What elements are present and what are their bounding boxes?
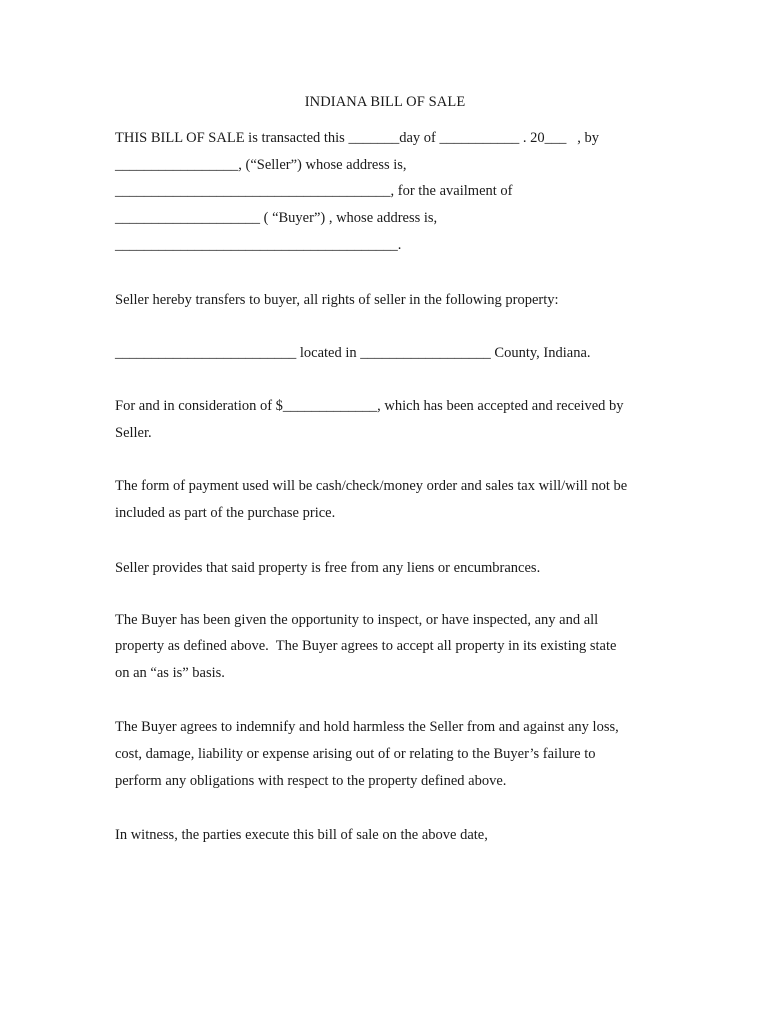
opening-line-4: ____________________ ( “Buyer”) , whose address is, — [115, 210, 438, 226]
indemnify-line-3: perform any obligations with respect to the property defined above. — [115, 773, 507, 789]
witness-clause: In witness, the parties execute this bill of sale on the above date, — [115, 827, 488, 843]
inspection-line-1: The Buyer has been given the opportunity to inspect, or have inspected, any and all — [115, 612, 599, 628]
transfer-clause: Seller hereby transfers to buyer, all rights of seller in the following property: — [115, 292, 559, 308]
consideration-line-1: For and in consideration of $_____________, which has been accepted and received by — [115, 398, 624, 414]
inspection-line-3: on an “as is” basis. — [115, 665, 225, 681]
indemnify-line-2: cost, damage, liability or expense arising out of or relating to the Buyer’s failure to — [115, 746, 596, 762]
opening-line-5: _______________________________________. — [115, 237, 402, 253]
document-title: INDIANA BILL OF SALE — [304, 94, 466, 110]
payment-line-2: included as part of the purchase price. — [115, 505, 336, 521]
indemnify-line-1: The Buyer agrees to indemnify and hold harmless the Seller from and against any loss, — [115, 719, 619, 735]
opening-line-1: THIS BILL OF SALE is transacted this _______day of ___________ . 20___ , by — [115, 130, 599, 146]
property-line: _________________________ located in __________________ County, Indiana. — [115, 345, 591, 361]
payment-line-1: The form of payment used will be cash/check/money order and sales tax will/will not be — [115, 478, 628, 494]
inspection-line-2: property as defined above. The Buyer agrees to accept all property in its existing state — [115, 638, 617, 654]
liens-clause: Seller provides that said property is free from any liens or encumbrances. — [115, 560, 541, 576]
opening-line-3: ______________________________________, for the availment of — [115, 183, 513, 199]
opening-line-2: _________________, (“Seller”) whose address is, — [115, 157, 407, 173]
consideration-line-2: Seller. — [115, 425, 152, 441]
